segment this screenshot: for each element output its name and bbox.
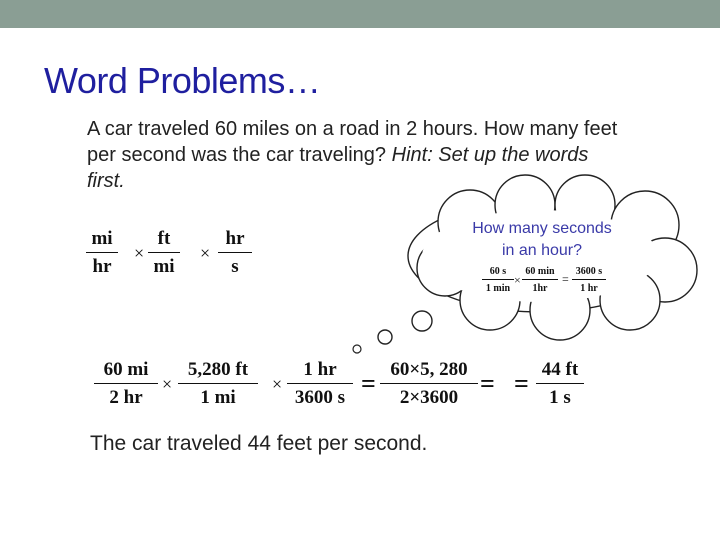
bubble-dot-small	[353, 345, 361, 353]
solution-fraction-feet-per-second: 44 ft 1 s	[536, 359, 584, 409]
setup-fraction-feet-per-mile: ft mi	[148, 228, 180, 278]
answer-text: The car traveled 44 feet per second.	[90, 432, 428, 455]
solution-equals-3: =	[514, 369, 529, 398]
solution-fraction-miles-per-hour: 60 mi 2 hr	[94, 359, 158, 409]
bubble-question-line2: in an hour?	[501, 242, 583, 259]
hint-text: Hint: Set up the words first.	[87, 144, 589, 192]
bubble-fraction-seconds-per-minute: 60 s 1 min	[482, 266, 514, 294]
solution-fraction-hours-per-second: 1 hr 3600 s	[287, 359, 353, 409]
solution-times-2: ×	[272, 374, 283, 394]
solution-times-1: ×	[162, 374, 173, 394]
problem-text: A car traveled 60 miles on a road in 2 hours. How many feet per second was the car traveling?	[87, 118, 618, 166]
setup-times-1: ×	[134, 243, 145, 263]
bubble-times-1: ×	[514, 273, 521, 287]
setup-fraction-hours-per-second: hr s	[218, 228, 252, 278]
solution-fraction-feet-per-mile: 5,280 ft 1 mi	[178, 359, 258, 409]
bubble-question-line1: How many seconds	[472, 220, 612, 237]
solution-equals-1: =	[361, 369, 376, 398]
bubble-equals: =	[562, 272, 569, 286]
bubble-question	[452, 218, 632, 262]
bubble-fraction-seconds-per-hour: 3600 s 1 hr	[572, 266, 606, 294]
solution-fraction-combined: 60×5, 280 2×3600	[380, 359, 478, 409]
bubble-dot-large	[412, 311, 432, 331]
setup-times-2: ×	[200, 243, 211, 263]
bubble-fraction-minutes-per-hour: 60 min 1hr	[522, 266, 558, 294]
solution-equals-2: =	[480, 369, 495, 398]
bubble-dot-medium	[378, 330, 392, 344]
setup-fraction-miles-per-hour: mi hr	[86, 228, 118, 278]
slide-title: Word Problems…	[44, 60, 321, 101]
